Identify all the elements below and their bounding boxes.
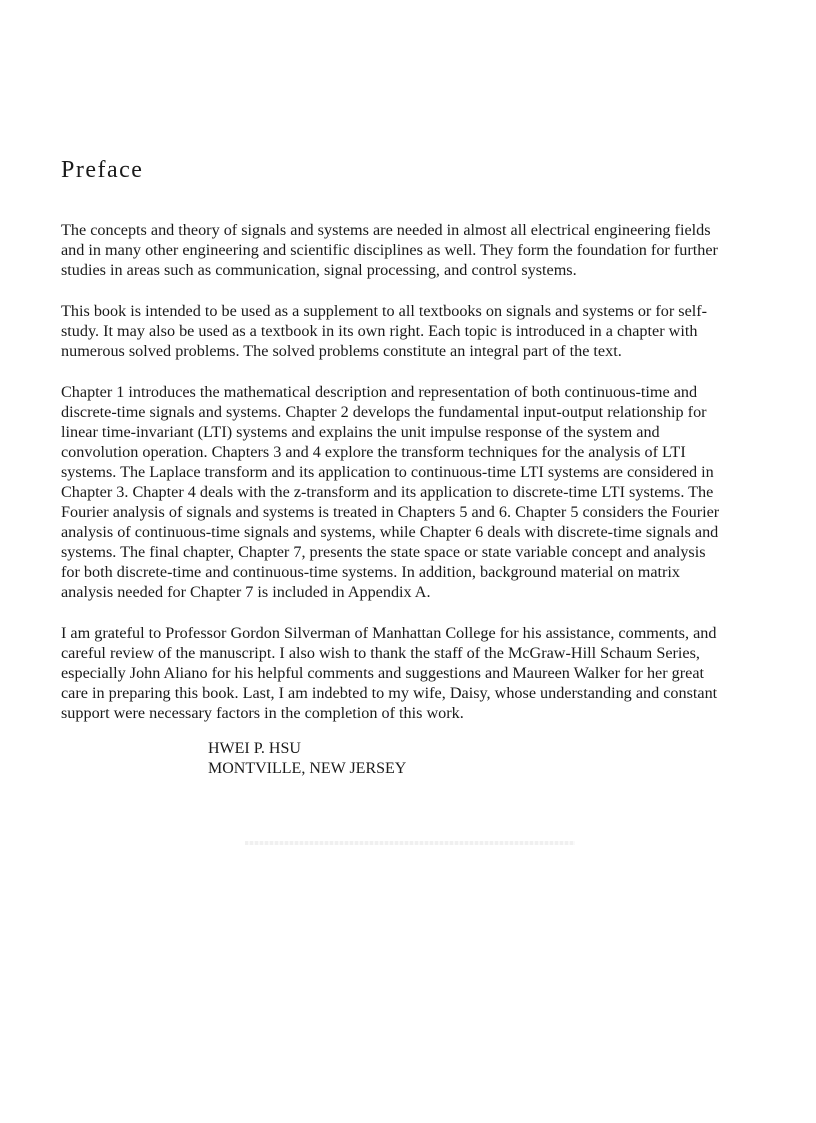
text-line: and in many other engineering and scientific disciplines as well. They form the foundation for further [61,241,718,259]
text-line: care in preparing this book. Last, I am indebted to my wife, Daisy, whose understanding and constant [61,684,718,702]
text-line: for both discrete-time and continuous-time systems. In addition, background material on matrix [61,563,681,581]
text-line: I am grateful to Professor Gordon Silverman of Manhattan College for his assistance, comments, and [61,624,717,642]
paragraph-purpose [61,301,761,361]
text-line: especially John Aliano for his helpful comments and suggestions and Maureen Walker for her great [61,664,705,682]
text-line: analysis of continuous-time signals and systems, while Chapter 6 deals with discrete-time signals and [61,523,719,541]
text-line: numerous solved problems. The solved problems constitute an integral part of the text. [61,342,622,360]
text-line: The concepts and theory of signals and systems are needed in almost all electrical engineering fields [61,221,711,239]
text-line: systems. The Laplace transform and its application to continuous-time LTI systems are considered in [61,463,714,481]
text-line: studies in areas such as communication, signal processing, and control systems. [61,261,577,279]
text-line: discrete-time signals and systems. Chapter 2 develops the fundamental input-output relationship for [61,403,707,421]
signature-block [208,739,406,779]
faint-scan-mark [245,841,575,845]
author-location: MONTVILLE, NEW JERSEY [208,760,407,777]
text-line: analysis needed for Chapter 7 is included in Appendix A. [61,583,431,601]
text-line: Fourier analysis of signals and systems is treated in Chapters 5 and 6. Chapter 5 considers the Fourier [61,503,720,521]
text-line: This book is intended to be used as a supplement to all textbooks on signals and systems or for self- [61,302,708,320]
paragraph-acknowledgements [61,623,761,723]
text-line: systems. The final chapter, Chapter 7, presents the state space or state variable concept and analysis [61,543,706,561]
paragraph-chapters [61,382,761,602]
text-line: support were necessary factors in the completion of this work. [61,704,464,722]
paragraph-intro [61,220,761,280]
text-line: convolution operation. Chapters 3 and 4 explore the transform techniques for the analysis of LTI [61,443,686,461]
text-line: careful review of the manuscript. I also wish to thank the staff of the McGraw-Hill Schaum Series, [61,644,700,662]
page-title: Preface [61,157,144,183]
text-line: Chapter 1 introduces the mathematical description and representation of both continuous-time and [61,383,698,401]
text-line: Chapter 3. Chapter 4 deals with the z-transform and its application to discrete-time LTI systems. The [61,483,714,501]
preface-body [61,220,761,744]
text-line: linear time-invariant (LTI) systems and explains the unit impulse response of the system and [61,423,660,441]
author-name: HWEI P. HSU [208,740,301,757]
text-line: study. It may also be used as a textbook in its own right. Each topic is introduced in a chapter with [61,322,698,340]
